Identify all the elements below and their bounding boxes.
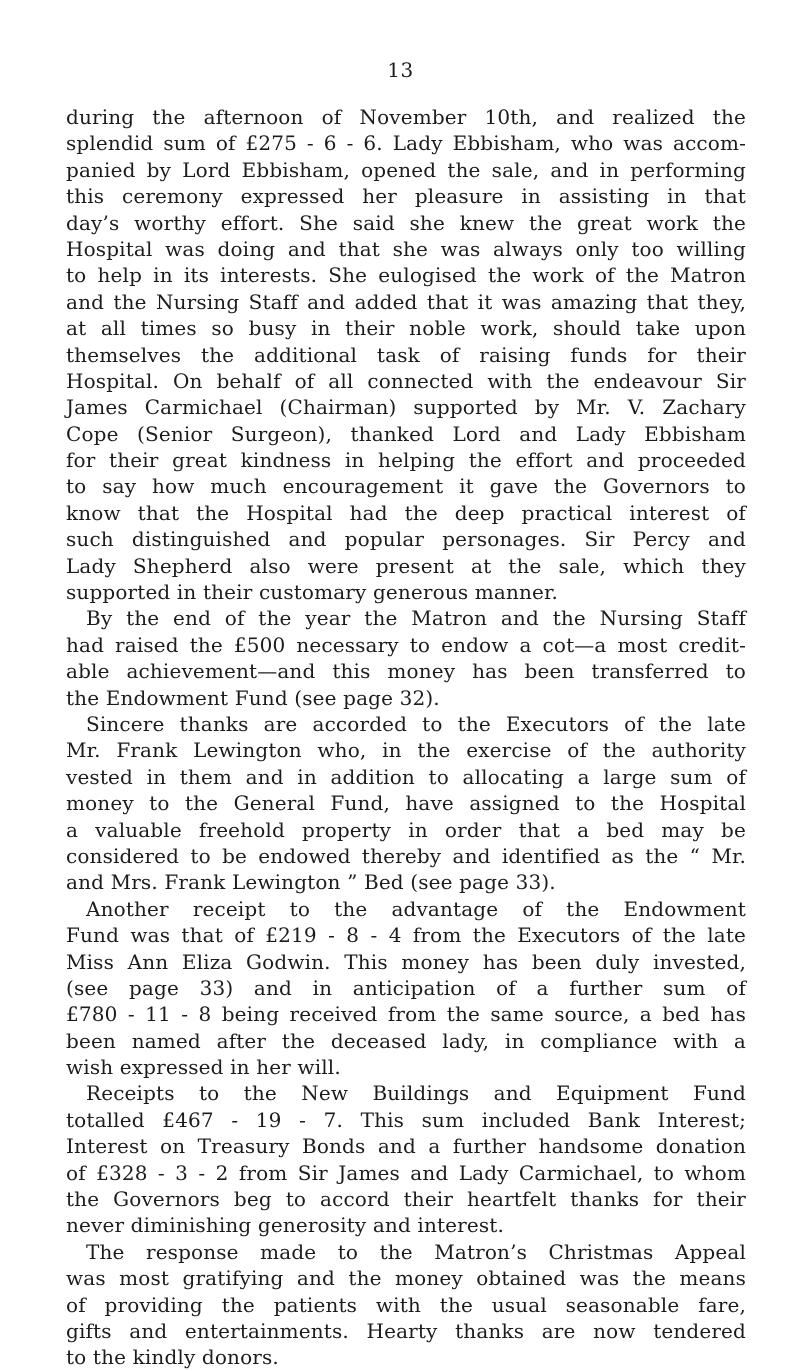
paragraph-1-line-8: and the Nursing Staff and added that it was amazing that they,: [66, 289, 746, 314]
paragraph-1-line-17: such distinguished and popular personages. Sir Percy and: [66, 527, 746, 552]
paragraph-3-line-6: considered to be endowed thereby and identified as the “ Mr.: [66, 843, 746, 868]
paragraph-4-line-1: Another receipt to the advantage of the Endowment: [86, 896, 746, 921]
paragraph-1-line-16: know that the Hospital had the deep practical interest of: [66, 500, 746, 525]
paragraph-4-line-5: £780 - 11 - 8 being received from the same source, a bed has: [66, 1002, 746, 1027]
paragraph-1-line-5: day’s worthy effort. She said she knew the great work the: [66, 210, 746, 235]
paragraph-6-line-2: was most gratifying and the money obtained was the means: [66, 1266, 746, 1291]
paragraph-2-line-2: had raised the £500 necessary to endow a cot—a most credit-: [66, 632, 746, 657]
paragraph-3-line-1: Sincere thanks are accorded to the Executors of the late: [86, 711, 746, 736]
paragraph-3-line-5: a valuable freehold property in order that a bed may be: [66, 817, 746, 842]
paragraph-1-line-15: to say how much encouragement it gave the Governors to: [66, 474, 746, 499]
paragraph-5-line-3: Interest on Treasury Bonds and a further handsome donation: [66, 1134, 746, 1159]
paragraph-5-line-2: totalled £467 - 19 - 7. This sum included Bank Interest;: [66, 1107, 746, 1132]
paragraph-6-line-1: The response made to the Matron’s Christmas Appeal: [86, 1239, 746, 1264]
paragraph-2-line-1: By the end of the year the Matron and the Nursing Staff: [86, 606, 746, 631]
paragraph-1-line-9: at all times so busy in their noble work, should take upon: [66, 316, 746, 341]
paragraph-1-line-10: themselves the additional task of raising funds for their: [66, 342, 746, 367]
paragraph-4-line-2: Fund was that of £219 - 8 - 4 from the Executors of the late: [66, 923, 746, 948]
paragraph-6-line-4: gifts and entertainments. Hearty thanks are now tendered: [66, 1318, 746, 1343]
paragraph-1-line-14: for their great kindness in helping the effort and proceeded: [66, 448, 746, 473]
paragraph-5-line-6: never diminishing generosity and interest.: [66, 1213, 504, 1238]
paragraph-3-line-4: money to the General Fund, have assigned to the Hospital: [66, 791, 746, 816]
paragraph-3-line-7: and Mrs. Frank Lewington ” Bed (see page 33).: [66, 870, 556, 895]
paragraph-1-line-12: James Carmichael (Chairman) supported by Mr. V. Zachary: [66, 395, 746, 420]
paragraph-5-line-4: of £328 - 3 - 2 from Sir James and Lady Carmichael, to whom: [66, 1160, 746, 1185]
paragraph-1-line-1: during the afternoon of November 10th, and realized the: [66, 105, 746, 129]
paragraph-1-line-13: Cope (Senior Surgeon), thanked Lord and Lady Ebbisham: [66, 421, 746, 446]
paragraph-5-line-1: Receipts to the New Buildings and Equipment Fund: [86, 1081, 746, 1106]
paragraph-1-line-2: splendid sum of £275 - 6 - 6. Lady Ebbisham, who was accom-: [66, 131, 746, 156]
paragraph-4-line-3: Miss Ann Eliza Godwin. This money has been duly invested,: [66, 949, 746, 974]
paragraph-1-line-18: Lady Shepherd also were present at the sale, which they: [66, 553, 746, 578]
paragraph-3-line-2: Mr. Frank Lewington who, in the exercise of the authority: [66, 738, 746, 763]
paragraph-1-line-3: panied by Lord Ebbisham, opened the sale, and in performing: [66, 157, 746, 182]
paragraph-1-line-7: to help in its interests. She eulogised the work of the Matron: [66, 263, 746, 288]
paragraph-2-line-4: the Endowment Fund (see page 32).: [66, 685, 440, 710]
paragraph-2-line-3: able achievement—and this money has been transferred to: [66, 659, 746, 684]
paragraph-1-line-19: supported in their customary generous manner.: [66, 580, 559, 605]
paragraph-4-line-7: wish expressed in her will.: [66, 1055, 341, 1080]
paragraph-1-line-6: Hospital was doing and that she was always only too willing: [66, 236, 746, 261]
paragraph-3-line-3: vested in them and in addition to allocating a large sum of: [66, 764, 746, 789]
paragraph-1-line-4: this ceremony expressed her pleasure in assisting in that: [66, 184, 746, 209]
paragraph-1-line-11: Hospital. On behalf of all connected with the endeavour Sir: [66, 368, 746, 393]
paragraph-4-line-6: been named after the deceased lady, in compliance with a: [66, 1028, 746, 1053]
paragraph-4-line-4: (see page 33) and in anticipation of a further sum of: [66, 975, 746, 1000]
page-number: 13: [387, 58, 414, 82]
paragraph-6-line-5: to the kindly donors.: [66, 1345, 279, 1370]
report-body: [66, 104, 746, 1371]
paragraph-6-line-3: of providing the patients with the usual seasonable fare,: [66, 1292, 746, 1317]
paragraph-5-line-5: the Governors beg to accord their heartfelt thanks for their: [66, 1187, 746, 1212]
